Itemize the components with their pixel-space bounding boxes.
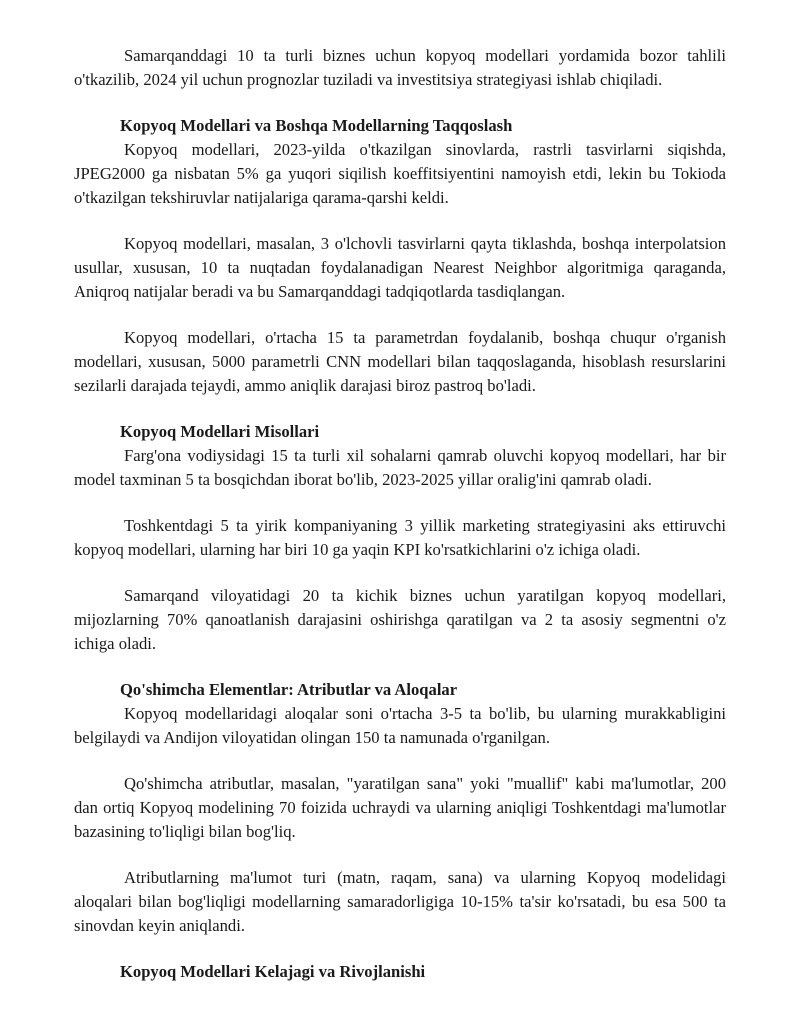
paragraph: Kopyoq modellari, o'rtacha 15 ta parametrdan foydalanib, boshqa chuqur o'rganish modellari, xususan, 5000 parametrli CNN modellari bilan taqqoslaganda, hisoblash resurslarini sezilarli darajada tejaydi, ammo aniqlik darajasi biroz pastroq bo'ladi. — [74, 328, 726, 395]
section-heading: Kopyoq Modellari va Boshqa Modellarning Taqqoslash — [120, 116, 513, 135]
paragraph: Atributlarning ma'lumot turi (matn, raqam, sana) va ularning Kopyoq modelidagi aloqalari bilan bog'liqligi modellarning samaradorligiga 10-15% ta'sir ko'rsatadi, bu esa 500 ta sinovdan keyin aniqlandi. — [74, 868, 726, 935]
paragraph: Kopyoq modellari, 2023-yilda o'tkazilgan sinovlarda, rastrli tasvirlarni siqishda, JPEG2000 ga nisbatan 5% ga yuqori siqilish koeffitsiyentini namoyish etdi, lekin bu Tokioda o'tkazilgan tekshiruvlar natijalariga qarama-qarshi keldi. — [74, 140, 726, 207]
document-page — [74, 44, 726, 984]
paragraph: Farg'ona vodiysidagi 15 ta turli xil sohalarni qamrab oluvchi kopyoq modellari, har bir model taxminan 5 ta bosqichdan iborat bo'lib, 2023-2025 yillar oralig'ini qamrab oladi. — [74, 446, 726, 489]
section-future — [74, 960, 726, 984]
paragraph: Qo'shimcha atributlar, masalan, "yaratilgan sana" yoki "muallif" kabi ma'lumotlar, 200 dan ortiq Kopyoq modelining 70 foizida uchraydi va ularning aniqligi Toshkentdagi ma'lumotlar bazasining to'liqligi bilan bog'liq. — [74, 774, 726, 841]
section-comparison — [74, 114, 726, 398]
section-attributes — [74, 678, 726, 938]
intro-paragraph: Samarqanddagi 10 ta turli biznes uchun kopyoq modellari yordamida bozor tahlili o'tkazilib, 2024 yil uchun prognozlar tuziladi va investitsiya strategiyasi ishlab chiqiladi. — [74, 46, 726, 89]
section-heading: Kopyoq Modellari Kelajagi va Rivojlanishi — [120, 962, 426, 981]
paragraph: Toshkentdagi 5 ta yirik kompaniyaning 3 yillik marketing strategiyasini aks ettiruvchi kopyoq modellari, ularning har biri 10 ga yaqin KPI ko'rsatkichlarini o'z ichiga oladi. — [74, 516, 726, 559]
paragraph: Kopyoq modellari, masalan, 3 o'lchovli tasvirlarni qayta tiklashda, boshqa interpolatsion usullar, xususan, 10 ta nuqtadan foydalanadigan Nearest Neighbor algoritmiga qaraganda, Aniqroq natijalar beradi va bu Samarqanddagi tadqiqotlarda tasdiqlangan. — [74, 234, 726, 301]
section-examples — [74, 420, 726, 656]
paragraph: Kopyoq modellaridagi aloqalar soni o'rtacha 3-5 ta bo'lib, bu ularning murakkabligini belgilaydi va Andijon viloyatidan olingan 150 ta namunada o'rganilgan. — [74, 704, 726, 747]
section-heading: Qo'shimcha Elementlar: Atributlar va Aloqalar — [120, 680, 458, 699]
section-heading: Kopyoq Modellari Misollari — [120, 422, 320, 441]
paragraph: Samarqand viloyatidagi 20 ta kichik biznes uchun yaratilgan kopyoq modellari, mijozlarning 70% qanoatlanish darajasini oshirishga qaratilgan va 2 ta asosiy segmentni o'z ichiga oladi. — [74, 586, 726, 653]
